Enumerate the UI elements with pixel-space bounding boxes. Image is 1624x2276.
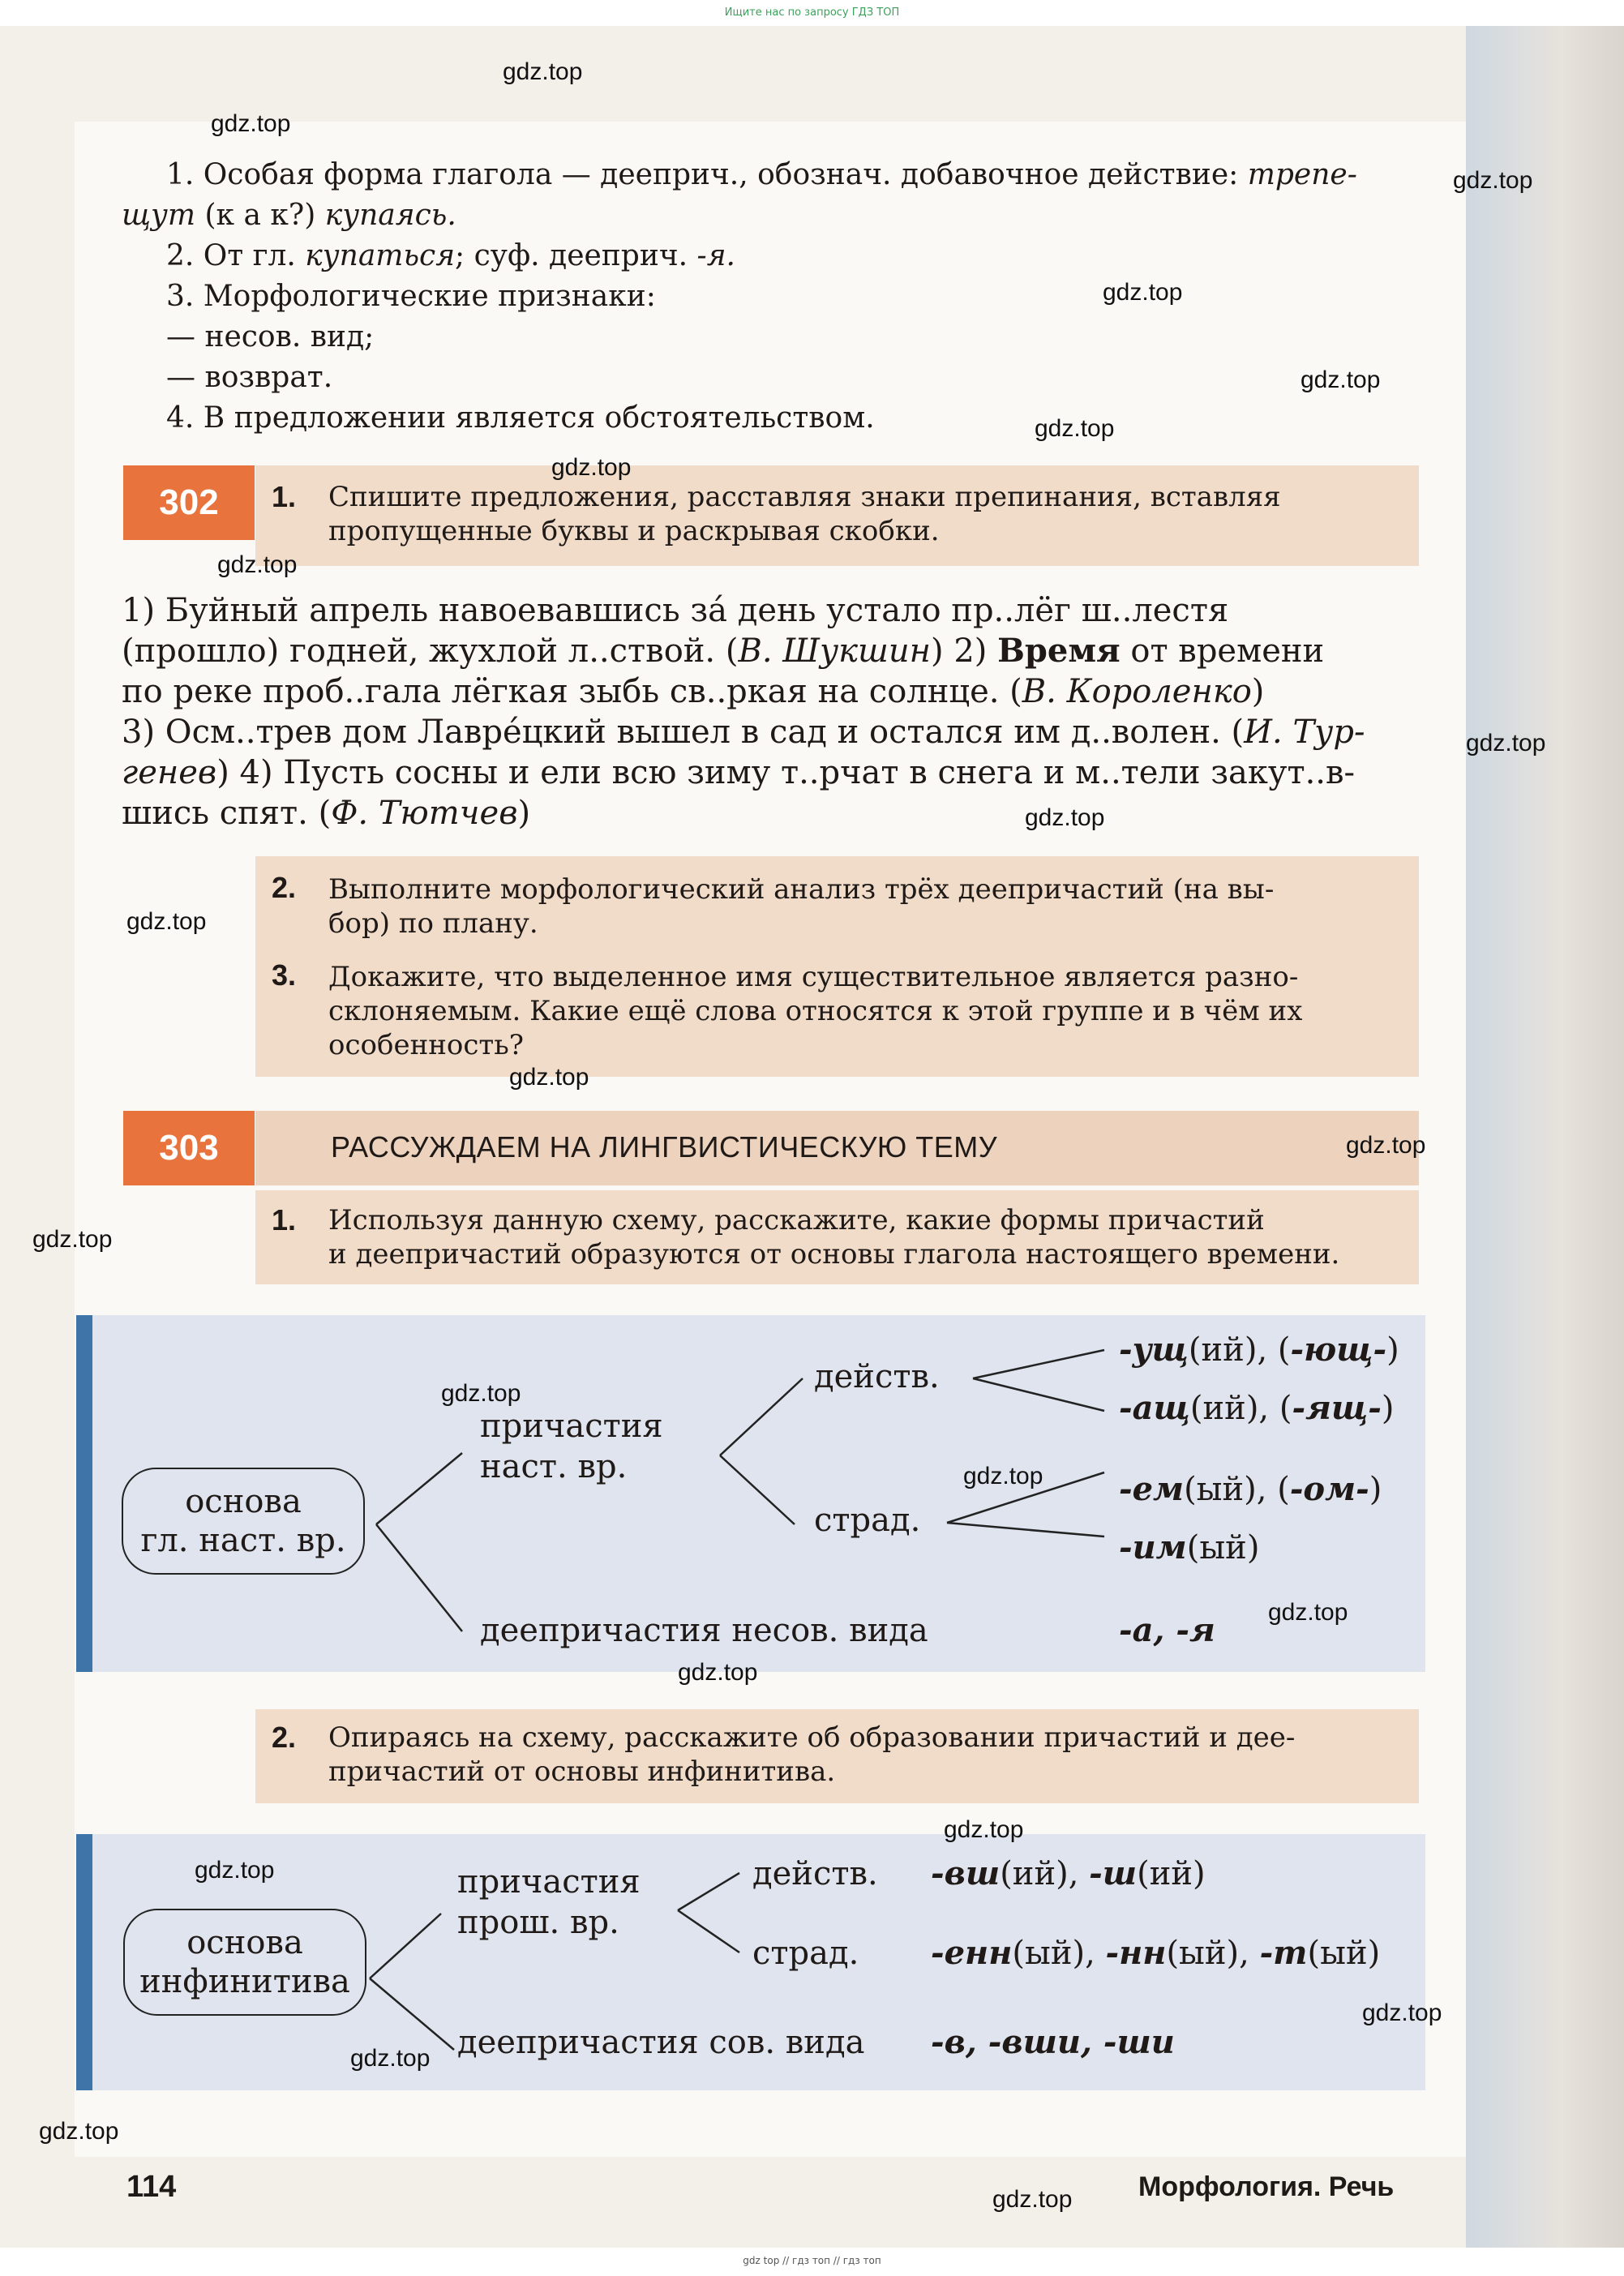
exercise-text: от времени: [1120, 632, 1325, 670]
section-heading: РАССУЖДАЕМ НА ЛИНГВИСТИЧЕСКУЮ ТЕМУ: [331, 1130, 998, 1164]
gerund-suffix: -в, -вши, -ши: [931, 2023, 1175, 2061]
ending: ): [1386, 1331, 1399, 1369]
ending: (ий), (: [1189, 1390, 1292, 1427]
root-node-label: основа: [186, 1924, 303, 1961]
watermark: gdz.top: [963, 1463, 1043, 1489]
author: В. Короленко: [1022, 673, 1252, 710]
bottom-banner: gdz top // гдз топ // гдз топ: [743, 2255, 881, 2266]
ending: (ий): [1137, 1855, 1206, 1892]
watermark: gdz.top: [1268, 1599, 1348, 1626]
task-line: и деепричастий образуются от основы глагола настоящего времени.: [328, 1238, 1340, 1271]
watermark: gdz.top: [678, 1659, 758, 1686]
watermark: gdz.top: [1300, 366, 1381, 393]
suffix: -ющ-: [1290, 1331, 1387, 1369]
task-number: 1.: [272, 480, 297, 513]
task-number: 2.: [272, 1721, 297, 1754]
suffix: -вш: [931, 1854, 1001, 1892]
watermark: gdz.top: [944, 1816, 1024, 1843]
task-line: Используя данную схему, расскажите, какие формы причастий: [328, 1204, 1265, 1237]
analysis-italic: щут: [122, 199, 196, 232]
root-node-label: инфинитива: [139, 1963, 350, 2000]
exercise-line: 1) Буйный апрель навоевавшись за́ день устало пр..лёг ш..лестя: [122, 592, 1229, 629]
watermark: gdz.top: [32, 1226, 113, 1253]
exercise-number-302: 302: [123, 465, 255, 540]
gerund-node: деепричастия несов. вида: [480, 1612, 928, 1649]
watermark: gdz.top: [350, 2045, 431, 2072]
watermark: gdz.top: [211, 110, 291, 137]
suffix: -ом-: [1289, 1470, 1369, 1508]
suffix: -т: [1259, 1934, 1308, 1972]
watermark: gdz.top: [1025, 804, 1105, 831]
suffix: -ящ-: [1292, 1389, 1382, 1427]
node-label: причастия: [480, 1408, 663, 1445]
active-label: действ.: [814, 1358, 940, 1395]
watermark: gdz.top: [1362, 2000, 1442, 2026]
analysis-line: — несов. вид;: [166, 320, 375, 354]
suffix: -ащ: [1119, 1389, 1190, 1427]
watermark: gdz.top: [503, 58, 583, 85]
node-label: причастия: [457, 1863, 641, 1901]
node-label: наст. вр.: [480, 1448, 628, 1485]
task-line: причастий от основы инфинитива.: [328, 1755, 836, 1788]
exercise-text: шись спят. (: [122, 795, 332, 832]
ending: (ий), (: [1188, 1331, 1291, 1369]
exercise-text: ): [1251, 673, 1265, 710]
root-node-label: основа: [185, 1483, 302, 1520]
active-label: действ.: [752, 1855, 878, 1892]
suffix: -нн: [1105, 1934, 1167, 1972]
task-line: Спишите предложения, расставляя знаки препинания, вставляя: [328, 481, 1281, 513]
watermark: gdz.top: [551, 454, 632, 481]
participle-node: [457, 1862, 641, 1943]
author: генев: [122, 754, 217, 791]
suffix: -енн: [931, 1934, 1013, 1972]
gerund-suffix: -а, -я: [1119, 1611, 1215, 1649]
task-line: особенность?: [328, 1029, 524, 1061]
analysis-line: 4. В предложении является обстоятельством.: [166, 401, 875, 435]
analysis-line: — возврат.: [166, 361, 333, 394]
exercise-text: (прошло) годней, жухлой л..ствой. (: [122, 632, 739, 670]
suffix: -им: [1119, 1528, 1187, 1567]
exercise-text: 3) Осм..трев дом Лавре́цкий вышел в сад и остался им д..волен. (: [122, 714, 1245, 751]
root-node-infinitive: [123, 1909, 366, 2016]
exercise-text: по реке проб..гала лёгкая зыбь св..ркая на солнце. (: [122, 673, 1022, 710]
watermark: gdz.top: [1103, 279, 1183, 306]
suffix-line: [931, 1854, 1206, 1894]
suffix: -ш: [1089, 1854, 1138, 1892]
ending: (ый): [1186, 1529, 1260, 1567]
analysis-text: 1. Особая форма глагола — дееприч., обознач. добавочное действие:: [166, 158, 1248, 191]
task-line: бор) по плану.: [328, 907, 538, 940]
node-label: прош. вр.: [457, 1904, 619, 1941]
watermark: gdz.top: [1035, 415, 1115, 442]
suffix-line: [931, 1933, 1380, 1974]
root-node-label: гл. наст. вр.: [140, 1522, 346, 1559]
author: В. Шукшин: [738, 632, 932, 670]
author: И. Тур-: [1244, 714, 1365, 751]
analysis-italic: -я.: [696, 239, 735, 272]
watermark: gdz.top: [441, 1380, 521, 1407]
passive-label: страд.: [752, 1935, 859, 1972]
task-line: Выполните морфологический анализ трёх деепричастий (на вы-: [328, 873, 1275, 906]
analysis-italic: трепе-: [1247, 158, 1357, 191]
section-title: Морфология. Речь: [1138, 2171, 1395, 2202]
task-number: 1.: [272, 1203, 297, 1237]
ending: (ый): [1307, 1935, 1381, 1972]
watermark: gdz.top: [39, 2118, 119, 2145]
task-line: Опираясь на схему, расскажите об образовании причастий и дее-: [328, 1721, 1296, 1754]
task-number: 2.: [272, 871, 297, 904]
suffix: -ущ: [1119, 1331, 1189, 1369]
ending: (ый),: [1166, 1935, 1260, 1972]
highlighted-word: Время: [997, 632, 1121, 670]
analysis-italic: купаясь.: [324, 199, 456, 232]
exercise-text: ) 4) Пусть сосны и ели всю зиму т..рчат в снега и м..тели закут..в-: [216, 754, 1356, 791]
watermark: gdz.top: [992, 2186, 1073, 2213]
watermark: gdz.top: [1453, 167, 1533, 194]
watermark: gdz.top: [509, 1064, 589, 1091]
task-line: пропущенные буквы и раскрывая скобки.: [328, 515, 940, 547]
watermark: gdz.top: [1466, 730, 1546, 757]
watermark: gdz.top: [217, 551, 298, 578]
watermark: gdz.top: [1346, 1132, 1426, 1159]
task-line: склоняемым. Какие ещё слова относятся к этой группе и в чём их: [328, 995, 1303, 1027]
ending: (ый),: [1012, 1935, 1106, 1972]
passive-label: страд.: [814, 1502, 921, 1539]
task-number: 3.: [272, 958, 297, 992]
ending: (ий),: [1000, 1855, 1090, 1892]
top-banner: Ищите нас по запросу ГДЗ ТОП: [724, 6, 900, 19]
analysis-text: 2. От гл.: [166, 239, 306, 272]
analysis-text: ; суф. дееприч.: [455, 239, 697, 272]
analysis-line: 3. Морфологические признаки:: [166, 280, 656, 313]
watermark: gdz.top: [126, 908, 207, 935]
analysis-text: (к а к?): [195, 199, 325, 232]
suffix: -ем: [1119, 1470, 1185, 1508]
ending: ): [1381, 1390, 1395, 1427]
exercise-number-303: 303: [123, 1111, 255, 1185]
ending: (ый), (: [1184, 1471, 1290, 1508]
exercise-text: ): [517, 795, 531, 832]
exercise-text: ) 2): [931, 632, 998, 670]
analysis-italic: купаться: [305, 239, 456, 272]
ending: ): [1369, 1471, 1382, 1508]
author: Ф. Тютчев: [331, 795, 518, 832]
gerund-node: деепричастия сов. вида: [457, 2024, 865, 2061]
task-line: Докажите, что выделенное имя существительное является разно-: [328, 961, 1299, 993]
page-number: 114: [126, 2170, 177, 2204]
watermark: gdz.top: [195, 1857, 275, 1884]
